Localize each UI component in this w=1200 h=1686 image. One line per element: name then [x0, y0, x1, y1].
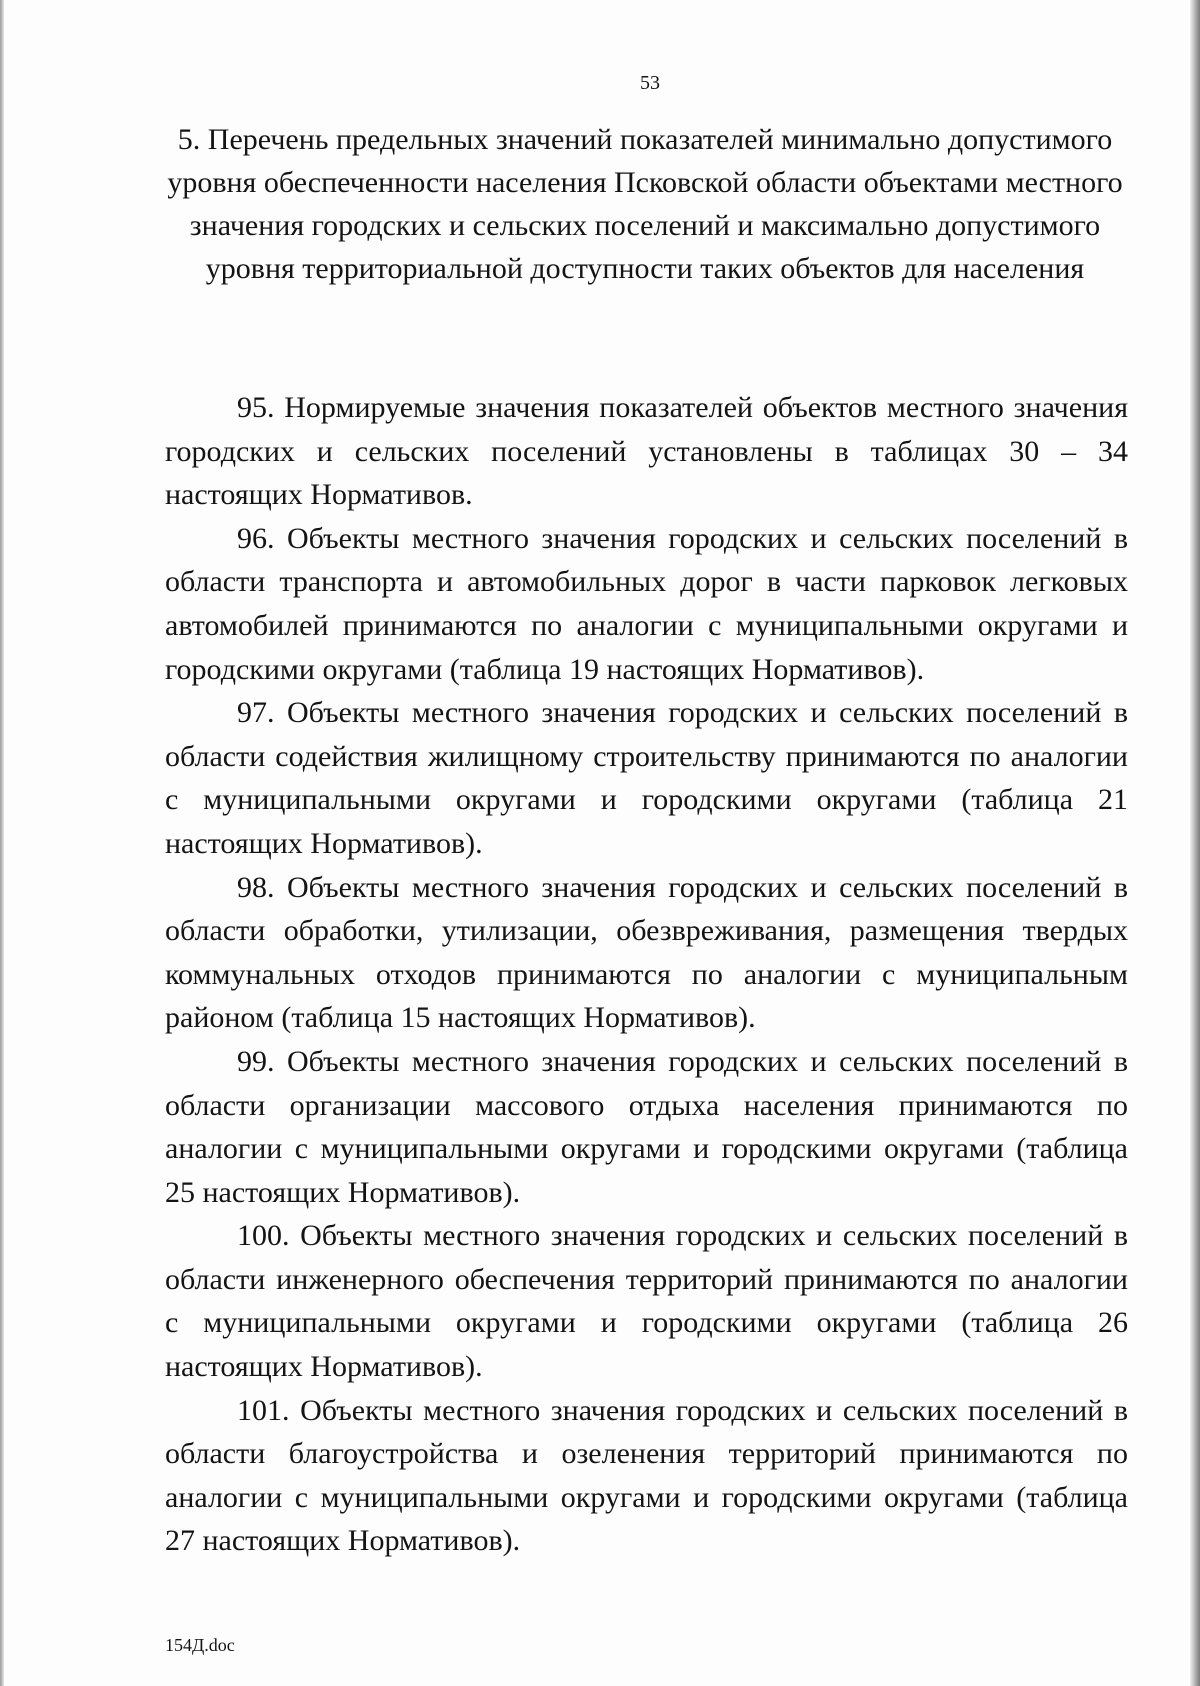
paragraph-97: 97. Объекты местного значения городских и сельских поселений в области содействия жилищному строительству принимаются по аналогии с муниципальными округами и городскими округами (таблица 21 настоящих Нормативов). — [165, 696, 1128, 860]
scan-edge-left — [0, 0, 4, 1686]
page-number: 53 — [640, 72, 660, 94]
footer-filename: 154Д.doc — [165, 1635, 235, 1655]
paragraph-100: 100. Объекты местного значения городских и сельских поселений в области инженерного обеспечения территорий принимаются по аналогии с муниципальными округами и городскими округами (таблица 26 настоящих Нормативов). — [165, 1219, 1128, 1384]
paragraph-95: 95. Нормируемые значения показателей объектов местного значения городских и сельских поселений установлены в таблицах 30 – 34 настоящих Нормативов. — [165, 391, 1128, 512]
section-title: 5. Перечень предельных значений показателей минимально допустимого уровня обеспеченности населения Псковской области объектами местного значения городских и сельских поселений и максимально допустимого уровня территориальной доступности таких объектов для населения — [167, 123, 1123, 285]
scan-edge-right — [1190, 0, 1200, 1686]
paragraph-98: 98. Объекты местного значения городских и сельских поселений в области обработки, утилизации, обезвреживания, размещения твердых коммунальных отходов принимаются по аналогии с муниципальным районом (таблица 15 настоящих Нормативов). — [165, 870, 1128, 1035]
paragraph-99: 99. Объекты местного значения городских и сельских поселений в области организации массового отдыха населения принимаются по аналогии с муниципальными округами и городскими округами (таблица 25 настоящих Нормативов). — [165, 1044, 1128, 1209]
body-text — [165, 386, 1128, 1563]
paragraph-101: 101. Объекты местного значения городских и сельских поселений в области благоустройства и озеленения территорий принимаются по аналогии с муниципальными округами и городскими округами (таблица 27 настоящих Нормативов). — [165, 1393, 1128, 1558]
paragraph-96: 96. Объекты местного значения городских и сельских поселений в области транспорта и автомобильных дорог в части парковок легковых автомобилей принимаются по аналогии с муниципальными округами и городскими округами (таблица 19 настоящих Нормативов). — [165, 521, 1128, 686]
